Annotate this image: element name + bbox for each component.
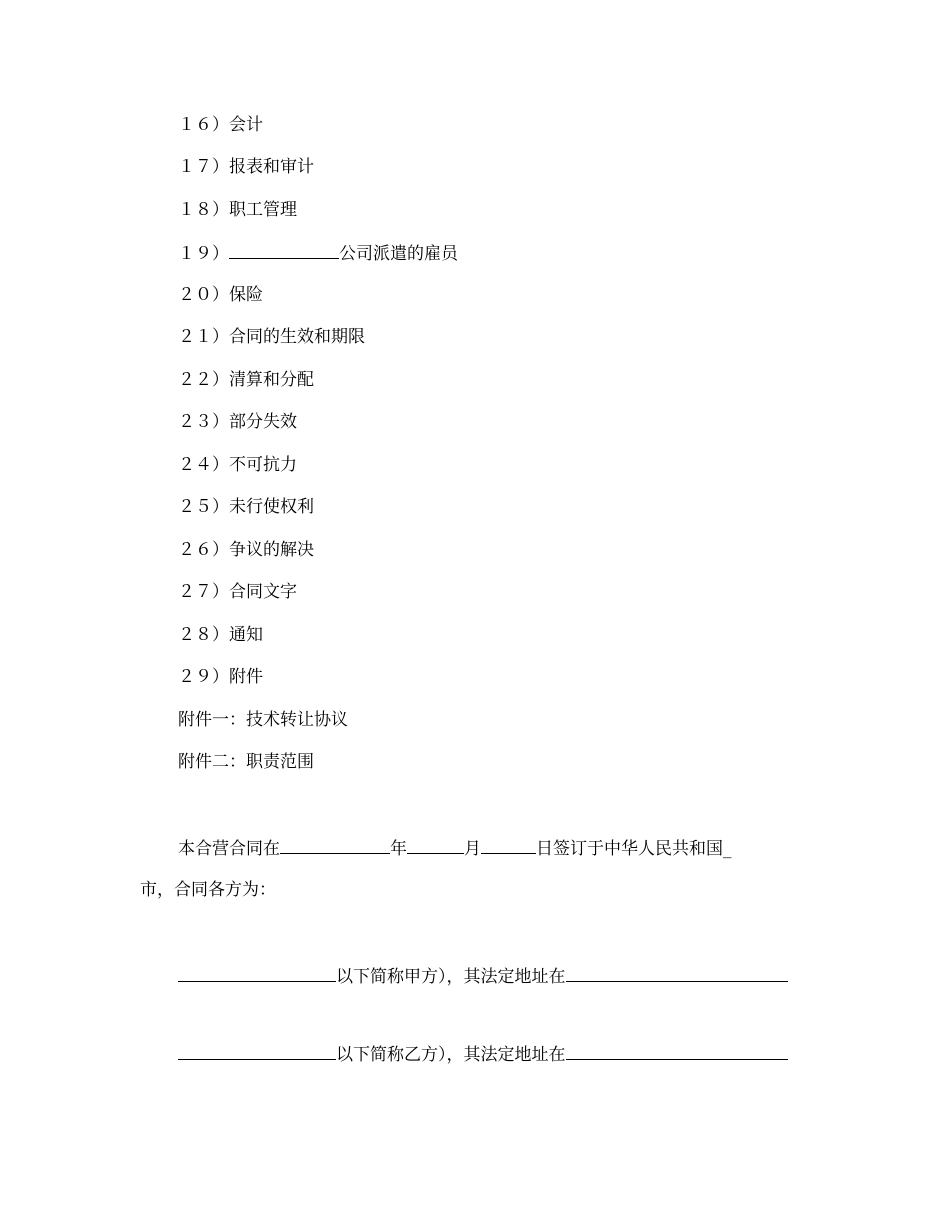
- party-b-line: [178, 1042, 788, 1066]
- toc-number: ２３）: [178, 412, 229, 432]
- party-b-label: 以下简称乙方），其法定地址在: [336, 1045, 566, 1065]
- month-blank: [407, 836, 464, 854]
- toc-item-25: [178, 496, 314, 518]
- toc-text: 公司派遣的雇员: [339, 244, 458, 264]
- toc-text: 会计: [229, 115, 263, 135]
- toc-number: １６）: [178, 115, 229, 135]
- toc-item-19: [178, 241, 458, 265]
- party-b-name-blank: [178, 1042, 336, 1060]
- toc-item-16: [178, 114, 263, 136]
- toc-text: 附件: [229, 667, 263, 687]
- month-label: 月: [464, 839, 481, 859]
- toc-text: 部分失效: [229, 412, 297, 432]
- signing-line-2: 市，合同各方为：: [140, 880, 276, 900]
- toc-item-26: [178, 539, 314, 561]
- day-blank: [481, 836, 536, 854]
- toc-number: ２４）: [178, 455, 229, 475]
- toc-number: ２５）: [178, 497, 229, 517]
- toc-item-27: [178, 581, 297, 603]
- party-a-line: [178, 964, 788, 988]
- toc-text: 争议的解决: [229, 540, 314, 560]
- signing-sentence: [178, 836, 732, 860]
- trailing-blank: _: [723, 839, 732, 859]
- toc-text: 通知: [229, 625, 263, 645]
- signing-prefix: 本合营合同在: [178, 839, 280, 859]
- company-name-blank: [229, 241, 339, 259]
- toc-number: ２２）: [178, 370, 229, 390]
- attachment-1: 附件一：技术转让协议: [178, 710, 348, 730]
- toc-item-24: [178, 454, 297, 476]
- party-a-name-blank: [178, 964, 336, 982]
- toc-item-29: [178, 666, 263, 688]
- party-a-label: 以下简称甲方），其法定地址在: [336, 967, 566, 987]
- toc-item-21: [178, 326, 365, 348]
- year-label: 年: [390, 839, 407, 859]
- toc-text: 清算和分配: [229, 370, 314, 390]
- toc-number: ２１）: [178, 327, 229, 347]
- toc-number: １８）: [178, 200, 229, 220]
- party-b-address-blank: [566, 1042, 788, 1060]
- year-blank: [280, 836, 390, 854]
- toc-number: １９）: [178, 244, 229, 264]
- toc-text: 职工管理: [229, 200, 297, 220]
- toc-item-20: [178, 284, 263, 306]
- attachment-2: 附件二：职责范围: [178, 752, 314, 772]
- toc-text: 未行使权利: [229, 497, 314, 517]
- toc-item-22: [178, 369, 314, 391]
- toc-item-17: [178, 156, 314, 178]
- toc-number: ２７）: [178, 582, 229, 602]
- toc-number: ２０）: [178, 285, 229, 305]
- toc-text: 合同文字: [229, 582, 297, 602]
- toc-number: １７）: [178, 157, 229, 177]
- toc-item-28: [178, 624, 263, 646]
- toc-text: 不可抗力: [229, 455, 297, 475]
- toc-text: 报表和审计: [229, 157, 314, 177]
- toc-item-18: [178, 199, 297, 221]
- toc-text: 合同的生效和期限: [229, 327, 365, 347]
- toc-item-23: [178, 411, 297, 433]
- toc-number: ２６）: [178, 540, 229, 560]
- toc-text: 保险: [229, 285, 263, 305]
- toc-number: ２９）: [178, 667, 229, 687]
- day-suffix: 日签订于中华人民共和国: [536, 839, 723, 859]
- toc-number: ２８）: [178, 625, 229, 645]
- party-a-address-blank: [566, 964, 788, 982]
